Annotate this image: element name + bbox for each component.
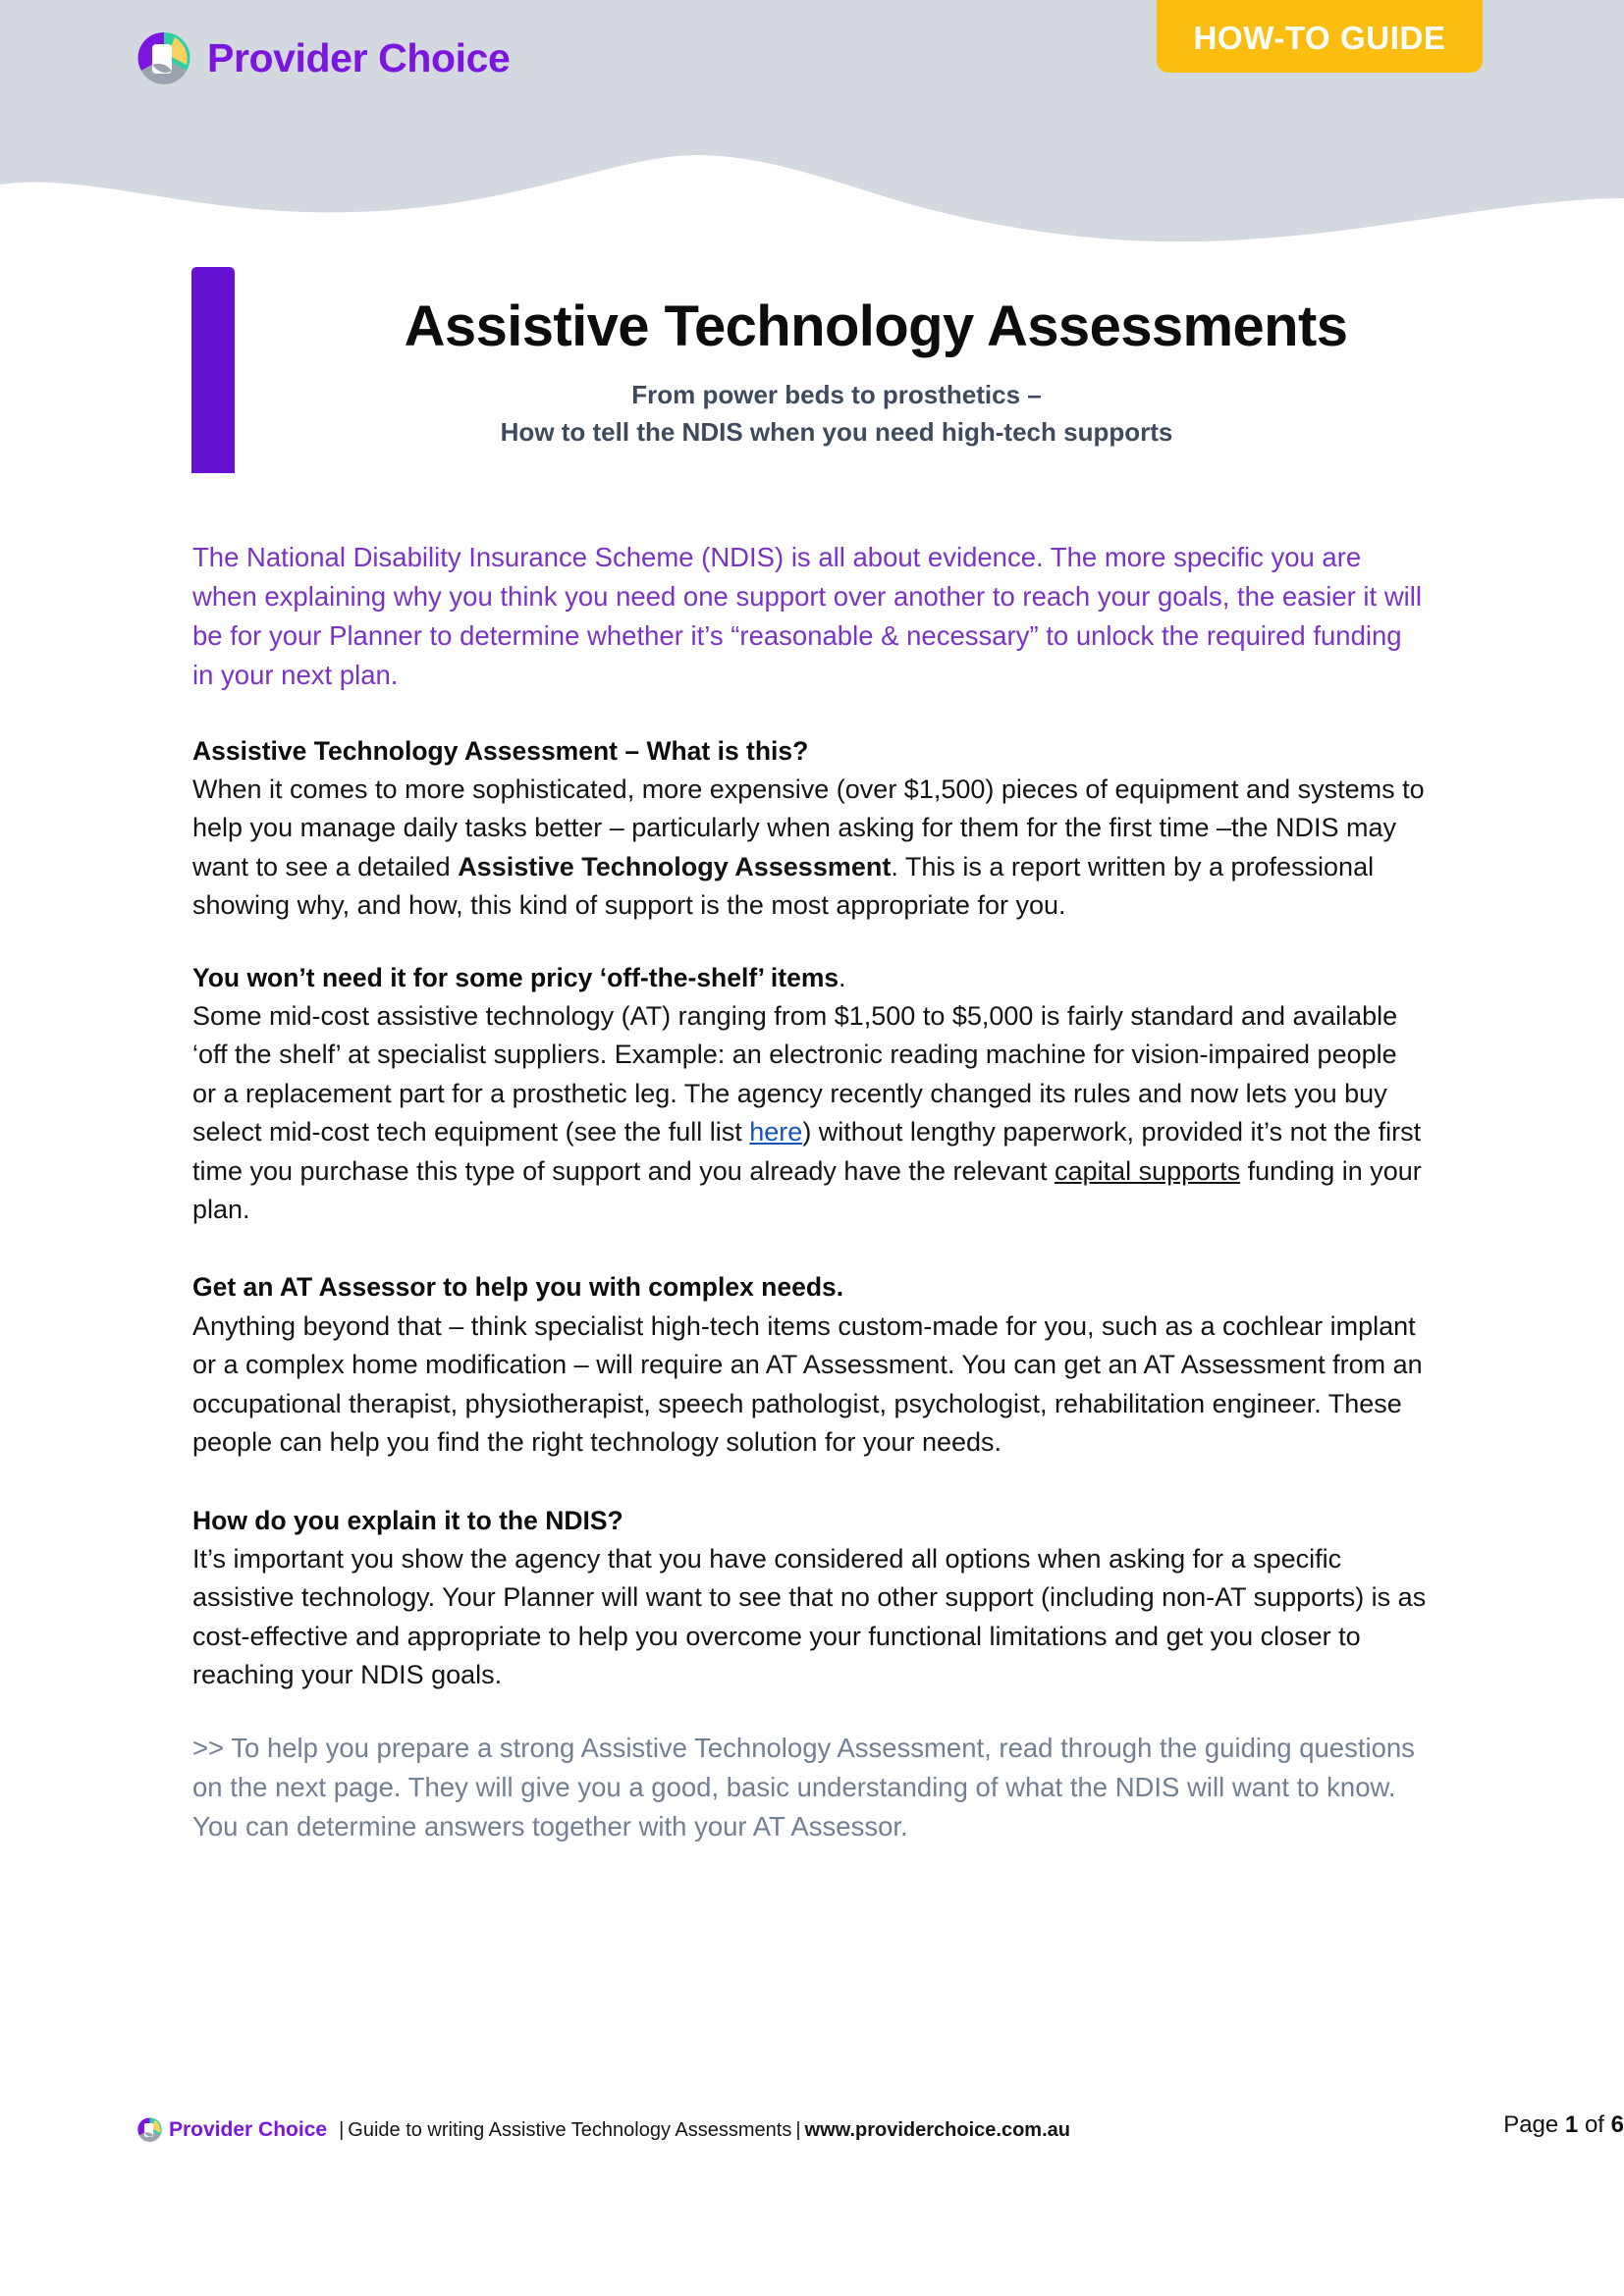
- how-to-guide-badge-label: HOW-TO GUIDE: [1193, 20, 1446, 56]
- footer-website[interactable]: www.providerchoice.com.au: [804, 2118, 1070, 2141]
- section-body-text-a: When it comes to more sophisticated, more expensive (over $1,500) pieces of equipment and systems to help you manage daily tasks better – particularly when asking for them for the first time –the NDIS may want to see a detailed: [192, 774, 1425, 881]
- footer-guide-title: Guide to writing Assistive Technology Assessments: [348, 2118, 792, 2141]
- page-footer: [0, 2100, 1624, 2296]
- section-at-assessor: [192, 1268, 1428, 1462]
- capital-supports-underlined-term[interactable]: capital supports: [1055, 1155, 1241, 1186]
- provider-choice-logo-icon: [137, 31, 190, 84]
- section-heading-at-assessor: Get an AT Assessor to help you with complex needs.: [192, 1272, 844, 1303]
- page-number-current: 1: [1564, 2111, 1579, 2138]
- bold-phrase-at-assessment: Assistive Technology Assessment: [458, 851, 892, 881]
- section-heading-bold-part: You won’t need it for some pricy ‘off-the-shelf’ items: [192, 962, 839, 992]
- footer-brand-name: Provider Choice: [169, 2118, 328, 2141]
- page-subtitle: [0, 358, 1624, 452]
- page-number-prefix: Page: [1503, 2111, 1565, 2138]
- page-number-total: 6: [1610, 2111, 1624, 2138]
- purple-accent-bar: [191, 267, 235, 473]
- section-explain-to-ndis: [192, 1502, 1428, 1695]
- footer-left-group: [137, 2117, 1492, 2142]
- section-off-the-shelf: [192, 959, 1428, 1230]
- header-wave-divider: [0, 118, 1624, 250]
- section-body-text-b: ) without lengthy paperwork, provided it’s not the first time you purchase this type of support and you already have the relevant: [192, 1117, 1422, 1186]
- section-what-is-this: [192, 732, 1428, 926]
- section-heading-tail: .: [839, 962, 846, 992]
- section-body-explain-to-ndis: It’s important you show the agency that you have considered all options when asking for a specific assistive technology. Your Planner will want to see that no other support (including non-AT supports) is as cost-effective and appropriate to help you overcome your functional limitations and get you closer to reaching your NDIS goals.: [192, 1543, 1427, 1690]
- page-number-mid: of: [1578, 2111, 1611, 2138]
- title-block: [0, 267, 1624, 452]
- footer-meta-text: [335, 2120, 1070, 2140]
- document-body: [192, 538, 1428, 1846]
- section-body-what-is-this: [192, 771, 1428, 926]
- footer-separator-1: |: [339, 2118, 345, 2141]
- provider-choice-logo-icon-footer: [137, 2117, 162, 2142]
- section-heading-explain-to-ndis: How do you explain it to the NDIS?: [192, 1505, 623, 1535]
- section-body-text-b: . This is a report written by a professional showing why, and how, this kind of support is the most appropriate for you.: [192, 851, 1375, 921]
- closing-note: >> To help you prepare a strong Assistive Technology Assessment, read through the guiding questions on the next page. They will give you a good, basic understanding of what the NDIS will want to know. You can determine answers together with your AT Assessor.: [192, 1732, 1415, 1842]
- here-link[interactable]: here: [749, 1117, 803, 1148]
- page-subtitle-line-1: From power beds to prosthetics –: [631, 379, 1042, 409]
- page-number: [1503, 2113, 1624, 2137]
- how-to-guide-badge: [1157, 0, 1483, 73]
- page-subtitle-line-2: How to tell the NDIS when you need high-tech supports: [500, 417, 1173, 448]
- footer-separator-2: |: [795, 2118, 801, 2141]
- section-heading-what-is-this: Assistive Technology Assessment – What is this?: [192, 735, 809, 766]
- section-heading-off-the-shelf: [192, 959, 1428, 996]
- brand-name-header: Provider Choice: [207, 34, 511, 80]
- section-body-at-assessor: Anything beyond that – think specialist high-tech items custom-made for you, such as a cochlear implant or a complex home modification – will require an AT Assessment. You can get an AT Assessment from an occupational therapist, physiotherapist, speech pathologist, psychologist, rehabilitation engineer. These people can help you find the right technology solution for your needs.: [192, 1310, 1423, 1458]
- section-body-text-a: Some mid-cost assistive technology (AT) ranging from $1,500 to $5,000 is fairly standard and available ‘off the shelf’ at specialist suppliers. Example: an electronic reading machine for vision-impaired people or a replacement part for a prosthetic leg. The agency recently changed its rules and now lets you buy select mid-cost tech equipment (see the full list: [192, 1001, 1398, 1148]
- brand-logo-header: [137, 31, 510, 84]
- section-body-off-the-shelf: [192, 997, 1428, 1229]
- intro-paragraph: The National Disability Insurance Scheme (NDIS) is all about evidence. The more specific you are when explaining why you think you need one support over another to reach your goals, the easier it will be for your Planner to determine whether it’s “reasonable & necessary” to unlock the required funding in your next plan.: [192, 542, 1423, 691]
- brand-logo-footer: [137, 2117, 327, 2142]
- section-body-text-c: funding in your plan.: [192, 1155, 1422, 1225]
- page-title: Assistive Technology Assessments: [404, 294, 1348, 358]
